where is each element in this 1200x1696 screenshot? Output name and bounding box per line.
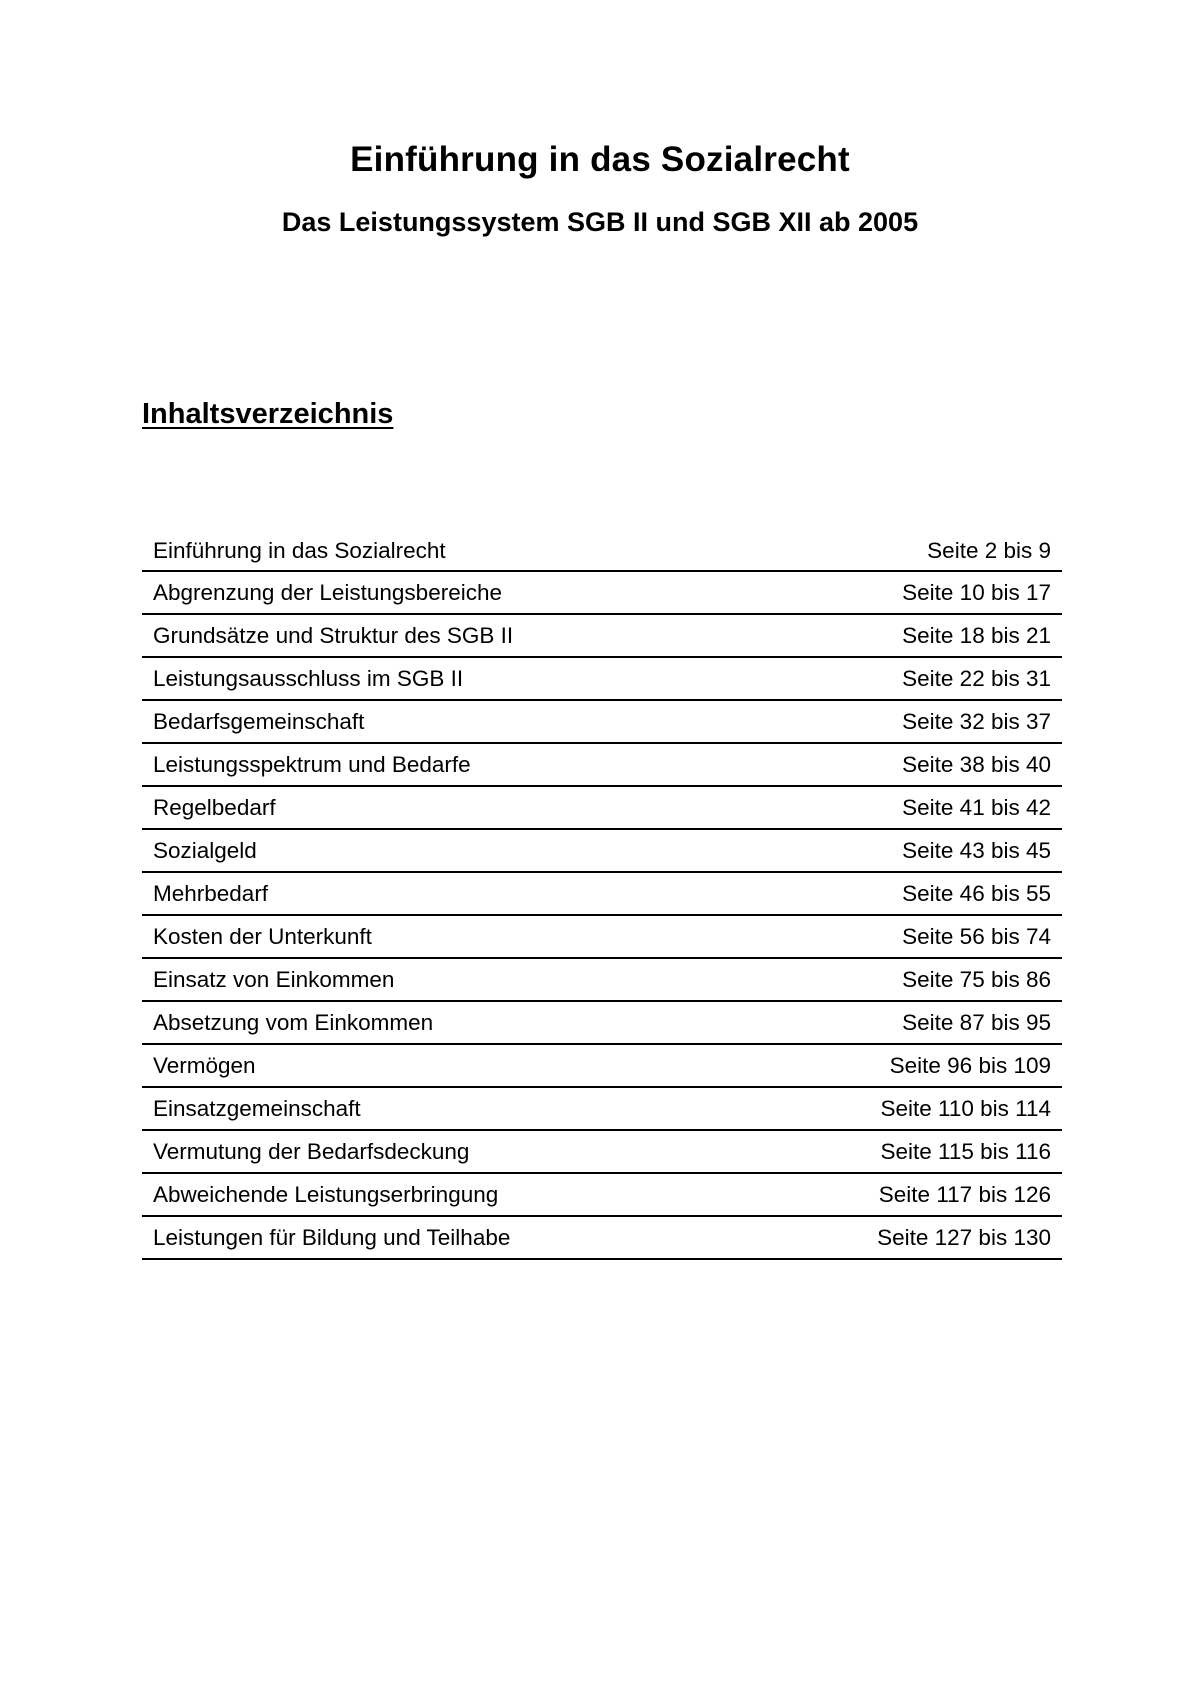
toc-row: [142, 614, 1062, 657]
toc-row: [142, 915, 1062, 958]
toc-pages: Seite 56 bis 74: [750, 915, 1062, 958]
toc-row: [142, 1130, 1062, 1173]
toc-topic: Vermögen: [142, 1044, 750, 1087]
toc-pages: Seite 18 bis 21: [750, 614, 1062, 657]
toc-row: [142, 829, 1062, 872]
toc-topic: Vermutung der Bedarfsdeckung: [142, 1130, 750, 1173]
toc-row: [142, 657, 1062, 700]
toc-topic: Leistungen für Bildung und Teilhabe: [142, 1216, 750, 1259]
toc-topic: Leistungsausschluss im SGB II: [142, 657, 750, 700]
toc-row: [142, 786, 1062, 829]
toc-heading: Inhaltsverzeichnis: [142, 398, 394, 430]
toc-row: [142, 1044, 1062, 1087]
toc-topic: Einführung in das Sozialrecht: [142, 532, 750, 571]
toc-pages: Seite 110 bis 114: [750, 1087, 1062, 1130]
toc-pages: Seite 22 bis 31: [750, 657, 1062, 700]
toc-pages: Seite 2 bis 9: [750, 532, 1062, 571]
toc-row: [142, 1087, 1062, 1130]
toc-pages: Seite 75 bis 86: [750, 958, 1062, 1001]
document-subtitle: Das Leistungssystem SGB II und SGB XII ab 2005: [281, 207, 919, 237]
document-title: Einführung in das Sozialrecht: [350, 140, 850, 179]
toc-row: [142, 532, 1062, 571]
toc-row: [142, 1001, 1062, 1044]
toc-row: [142, 872, 1062, 915]
toc-row: [142, 958, 1062, 1001]
toc-row: [142, 1216, 1062, 1259]
toc-pages: Seite 10 bis 17: [750, 571, 1062, 614]
toc-topic: Abweichende Leistungserbringung: [142, 1173, 750, 1216]
toc-topic: Einsatzgemeinschaft: [142, 1087, 750, 1130]
toc-topic: Abgrenzung der Leistungsbereiche: [142, 571, 750, 614]
toc-topic: Kosten der Unterkunft: [142, 915, 750, 958]
toc-topic: Leistungsspektrum und Bedarfe: [142, 743, 750, 786]
toc-row: [142, 743, 1062, 786]
toc-body: [142, 532, 1062, 1259]
toc-topic: Regelbedarf: [142, 786, 750, 829]
toc-pages: Seite 41 bis 42: [750, 786, 1062, 829]
toc-row: [142, 700, 1062, 743]
toc-topic: Mehrbedarf: [142, 872, 750, 915]
toc-topic: Sozialgeld: [142, 829, 750, 872]
toc-pages: Seite 32 bis 37: [750, 700, 1062, 743]
toc-pages: Seite 87 bis 95: [750, 1001, 1062, 1044]
toc-pages: Seite 43 bis 45: [750, 829, 1062, 872]
toc-row: [142, 571, 1062, 614]
toc-topic: Grundsätze und Struktur des SGB II: [142, 614, 750, 657]
toc-pages: Seite 127 bis 130: [750, 1216, 1062, 1259]
toc-pages: Seite 117 bis 126: [750, 1173, 1062, 1216]
toc-pages: Seite 115 bis 116: [750, 1130, 1062, 1173]
toc-pages: Seite 38 bis 40: [750, 743, 1062, 786]
toc-pages: Seite 96 bis 109: [750, 1044, 1062, 1087]
toc-topic: Einsatz von Einkommen: [142, 958, 750, 1001]
toc-table: [142, 532, 1062, 1260]
toc-topic: Bedarfsgemeinschaft: [142, 700, 750, 743]
toc-pages: Seite 46 bis 55: [750, 872, 1062, 915]
toc-row: [142, 1173, 1062, 1216]
toc-topic: Absetzung vom Einkommen: [142, 1001, 750, 1044]
